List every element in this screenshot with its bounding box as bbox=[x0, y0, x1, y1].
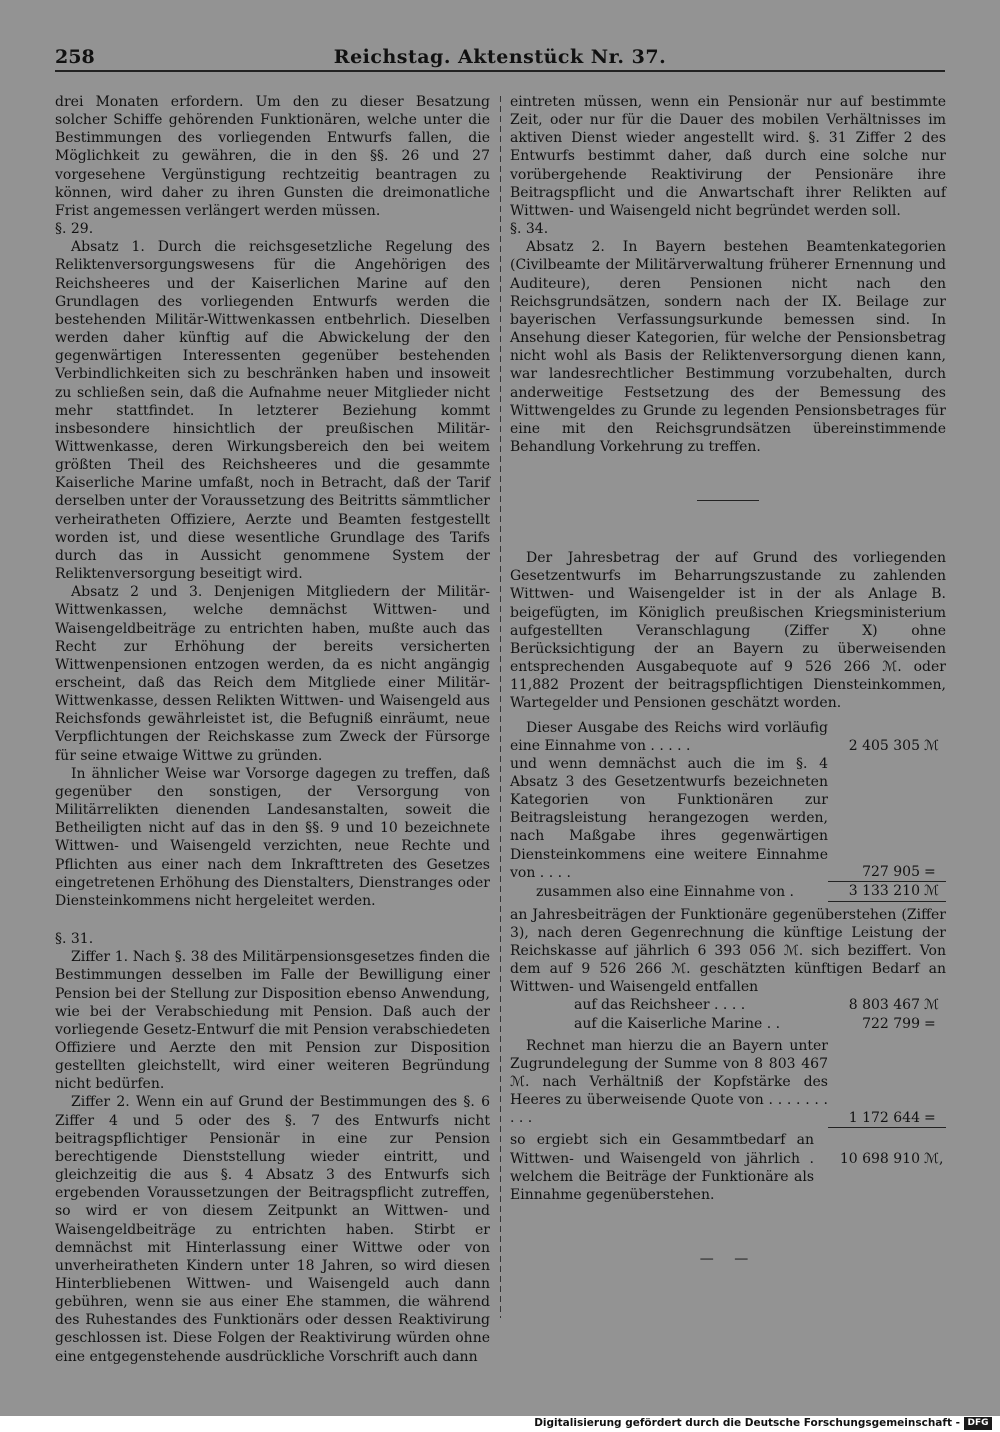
paragraph: an Jahresbeiträgen der Funktionäre gegenüberstehen (Ziffer 3), nach deren Gegenrechnung die künftige Leistung der Reichskasse auf jährlich 6 393 056 ℳ. sich beziffert. Von dem auf 9 526 266 ℳ. geschätzten künftigen Bedarf an Wittwen- und Waisengeld entfallen bbox=[510, 906, 946, 996]
section-heading-34: §. 34. bbox=[510, 221, 549, 238]
calc-value: 727 905 bbox=[828, 755, 924, 882]
calc-row bbox=[510, 882, 946, 901]
section-heading-29: §. 29. bbox=[55, 221, 94, 238]
calc-unit: ℳ bbox=[924, 997, 939, 1014]
funding-notice: Digitalisierung gefördert durch die Deutsche Forschungsgemeinschaft - bbox=[534, 1417, 960, 1429]
page-header bbox=[55, 46, 945, 68]
calc-text: und wenn demnächst auch die im §. 4 Absatz 3 des Gesetzentwurfs bezeichneten Kategorien von Funktionären zur Beitragsleistung herangezogen werden, nach Maßgabe ihres gegenwärtigen Diensteinkommens eine weitere Einnahme von . . . . bbox=[510, 755, 828, 881]
dfg-logo: DFG bbox=[964, 1417, 992, 1430]
budget-calculation bbox=[510, 719, 946, 1205]
paragraph: eintreten müssen, wenn ein Pensionär nur auf bestimmte Zeit, oder nur für die Dauer des mobilen Verhältnisses im aktiven Dienst wieder angestellt wird. §. 31 Ziffer 2 des Entwurfs bestimmt daher, daß durch eine solche nur vorübergehende Reaktivirung der Pensionäre ihre Beitragspflicht und die Anwartschaft ihrer Relikten auf Wittwen- und Waisengeld nicht begründet werden soll. bbox=[510, 94, 946, 219]
calc-row bbox=[510, 1015, 946, 1033]
end-marks: — — bbox=[699, 1251, 757, 1268]
calc-value: 8 803 467 bbox=[848, 997, 920, 1014]
calc-row bbox=[510, 755, 946, 882]
calc-text: auf die Kaiserliche Marine . . bbox=[574, 1015, 781, 1032]
calc-unit: ℳ bbox=[924, 737, 939, 754]
paragraph: Absatz 2. In Bayern bestehen Beamtenkategorien (Civilbeamte der Militärverwaltung früherer Ernennung und Auditeure), deren Pensionen nicht nach den Reichsgrundsätzen, sondern nach der IX. Beilage zur bayerischen Verfassungsurkunde bemessen sind. In Ansehung dieser Kategorien, für welche der Pensionsbetrag nicht wohl als Basis der Reliktenversorgung dienen kann, war landesrechtlicher Bestimmung vorzubehalten, durch anderweitige Festsetzung des der Bemessung des Wittwengeldes zu Grunde zu legenden Pensionsbetrages für eine mit den Reichsgrundsätzen übereinstimmende Behandlung Vorkehrung zu treffen. bbox=[510, 239, 946, 455]
calc-row bbox=[510, 1127, 946, 1204]
calc-unit: ℳ bbox=[924, 882, 946, 901]
calc-value: 722 799 bbox=[862, 1015, 920, 1032]
calc-text: Rechnet man hierzu die an Bayern unter Zugrundelegung der Summe von 8 803 467 ℳ. nach Verhältniß der Kopfstärke des Heeres zu überweisende Quote von . . . . . . . . . . bbox=[510, 1037, 828, 1127]
right-column bbox=[510, 93, 946, 1268]
calc-text: auf das Reichsheer . . . . bbox=[574, 997, 746, 1014]
paragraph: Absatz 1. Durch die reichsgesetzliche Regelung des Reliktenversorgungswesens für die Angehörigen des Reichsheeres und der Kaiserlichen Marine auf den Grundlagen des vorliegenden Entwurfs werden die bestehenden Militär-Wittwenkassen entbehrlich. Dieselben werden daher künftig auf die Abwickelung der den gegenwärtigen Interessenten gegenüber bestehenden Verbindlichkeiten sich zu beschränken haben und insoweit zu schließen sein, daß die Aufnahme neuer Mitglieder nicht mehr stattfindet. In letzterer Beziehung kommt insbesondere hinsichtlich der preußischen Militär-Wittwenkasse, deren Wirkungsbereich den bei weitem größten Theil des Reichsheeres und die gesammte Kaiserliche Marine umfaßt, noch in Betracht, daß der Tarif derselben unter der Voraussetzung des Beitritts sämmtlicher verheiratheten Offiziere, Aerzte und Beamten festgestellt worden ist, und diese wesentliche Grundlage des Tarifs durch das in Aussicht genommene System der Reliktenversorgung beseitigt wird. bbox=[55, 239, 490, 583]
paragraph: In ähnlicher Weise war Vorsorge dagegen zu treffen, daß gegenüber den sonstigen, der Versorgung von Militärrelikten dienenden Landesanstalten, soweit die Betheiligten nicht auf das in den §§. 9 und 10 bezeichnete Wittwen- und Waisengeld verzichten, neue Rechte und Pflichten aus einer nach dem Inkrafttreten des Gesetzes eingetretenen Erhöhung des Dienstalters, Dienstranges oder Diensteinkommens nicht hergeleitet werden. bbox=[55, 765, 490, 909]
calc-value: 10 698 910 bbox=[839, 1150, 920, 1167]
page-number: 258 bbox=[55, 46, 95, 68]
calc-text: zusammen also eine Einnahme von . bbox=[536, 883, 794, 900]
section-separator bbox=[697, 500, 759, 501]
paragraph: Ziffer 1. Nach §. 38 des Militärpensionsgesetzes finden die Bestimmungen desselben im Falle der Bewilligung einer Pension bei der Stellung zur Disposition ebenso Anwendung, wie bei der Verabschiedung mit Pension. Daß auch der vorliegende Gesetz-Entwurf die mit Pension verabschiedeten Offiziere und Aerzte den mit Pension zur Disposition gestellten gleichstellt, wird einer weiteren Begründung nicht bedürfen. bbox=[55, 949, 490, 1093]
column-divider bbox=[500, 96, 501, 1318]
calc-unit: ℳ, bbox=[924, 1150, 944, 1167]
calc-unit: = bbox=[924, 755, 946, 882]
section-heading-31: §. 31. bbox=[55, 931, 94, 948]
paragraph: Ziffer 2. Wenn ein auf Grund der Bestimmungen des §. 6 Ziffer 4 und 5 oder des §. 7 des Entwurfs nicht beitragspflichtiger Pensionär in eine zur Pension berechtigende Dienststellung wieder eintritt, und gleichzeitig die aus §. 4 Absatz 3 des Entwurfs sich ergebenden Voraussetzungen der Beitragspflicht zutreffen, so wird er von diesem Zeitpunkt an Wittwen- und Waisengeldbeiträge zu entrichten haben. Stirbt er demnächst mit Hinterlassung einer Wittwe oder von unverheiratheten Kindern unter 18 Jahren, so wird diesen Hinterbliebenen Wittwen- und Waisengeld auch dann gebühren, wenn sie aus einer Ehe stammen, die während des Ruhestandes des Funktionärs oder dessen Reaktivirung geschlossen ist. Diese Folgen der Reaktivirung würden ohne eine entgegenstehende ausdrückliche Vorschrift auch dann bbox=[55, 1094, 490, 1365]
paragraph: drei Monaten erfordern. Um den zu dieser Besatzung solcher Schiffe gehörenden Funktionären, welche unter die Bestimmungen des vorliegenden Entwurfs fallen, die Möglichkeit zu gewähren, die in den §§. 26 und 27 vorgesehene Vergünstigung rechtzeitig beantragen zu können, wird daher zu ihren Gunsten die dreimonatliche Frist angemessen verlängert werden müssen. bbox=[55, 94, 490, 219]
calc-row bbox=[510, 1033, 946, 1128]
calc-text: so ergiebt sich ein Gesammtbedarf an Wittwen- und Waisengeld von jährlich . welchem die Beiträge der Funktionäre als Einnahme gegenüberstehen. bbox=[510, 1132, 814, 1203]
header-rule bbox=[55, 70, 945, 72]
paragraph: Absatz 2 und 3. Denjenigen Mitgliedern der Militär-Wittwenkassen, welche demnächst Wittwen- und Waisengeldbeiträge zu entrichten haben, mußte auch das Recht zur Erhöhung der bereits versicherten Wittwenpensionen entzogen werden, da es nicht angängig erscheint, daß das Reich dem Mitgliede einer Militär-Wittwenkasse, dessen Relikten Wittwen- und Waisengeld aus Reichsfonds gewährleistet ist, die Befugniß einräumt, neue Verpflichtungen der Reichskasse zum Zweck der Fürsorge für seine etwaige Wittwe zu gründen. bbox=[55, 584, 490, 764]
calc-text: Dieser Ausgabe des Reichs wird vorläufig eine Einnahme von . . . . . bbox=[510, 719, 828, 754]
calc-row bbox=[510, 996, 946, 1014]
calc-row bbox=[510, 901, 946, 996]
calc-value: 1 172 644 bbox=[828, 1033, 924, 1128]
paragraph: Der Jahresbetrag der auf Grund des vorliegenden Gesetzentwurfs im Beharrungszustande zu zahlenden Wittwen- und Waisengelder ist in der als Anlage B. beigefügten, im Königlich preußischen Kriegsministerium aufgestellten Veranschlagung (Ziffer X) ohne Berücksichtigung der an Bayern zu überweisenden entsprechenden Ausgabequote auf 9 526 266 ℳ. oder 11,882 Prozent der beitragspflichtigen Diensteinkommen, Wartegelder und Pensionen geschätzt worden. bbox=[510, 550, 946, 712]
calc-value: 3 133 210 bbox=[828, 882, 924, 901]
calc-value: 2 405 305 bbox=[848, 737, 920, 754]
calc-unit: = bbox=[924, 1015, 936, 1032]
calc-unit: = bbox=[924, 1033, 946, 1128]
left-column bbox=[55, 93, 490, 1366]
footer bbox=[0, 1416, 1000, 1432]
running-title: Reichstag. Aktenstück Nr. 37. bbox=[333, 46, 667, 68]
calc-row bbox=[510, 719, 946, 755]
